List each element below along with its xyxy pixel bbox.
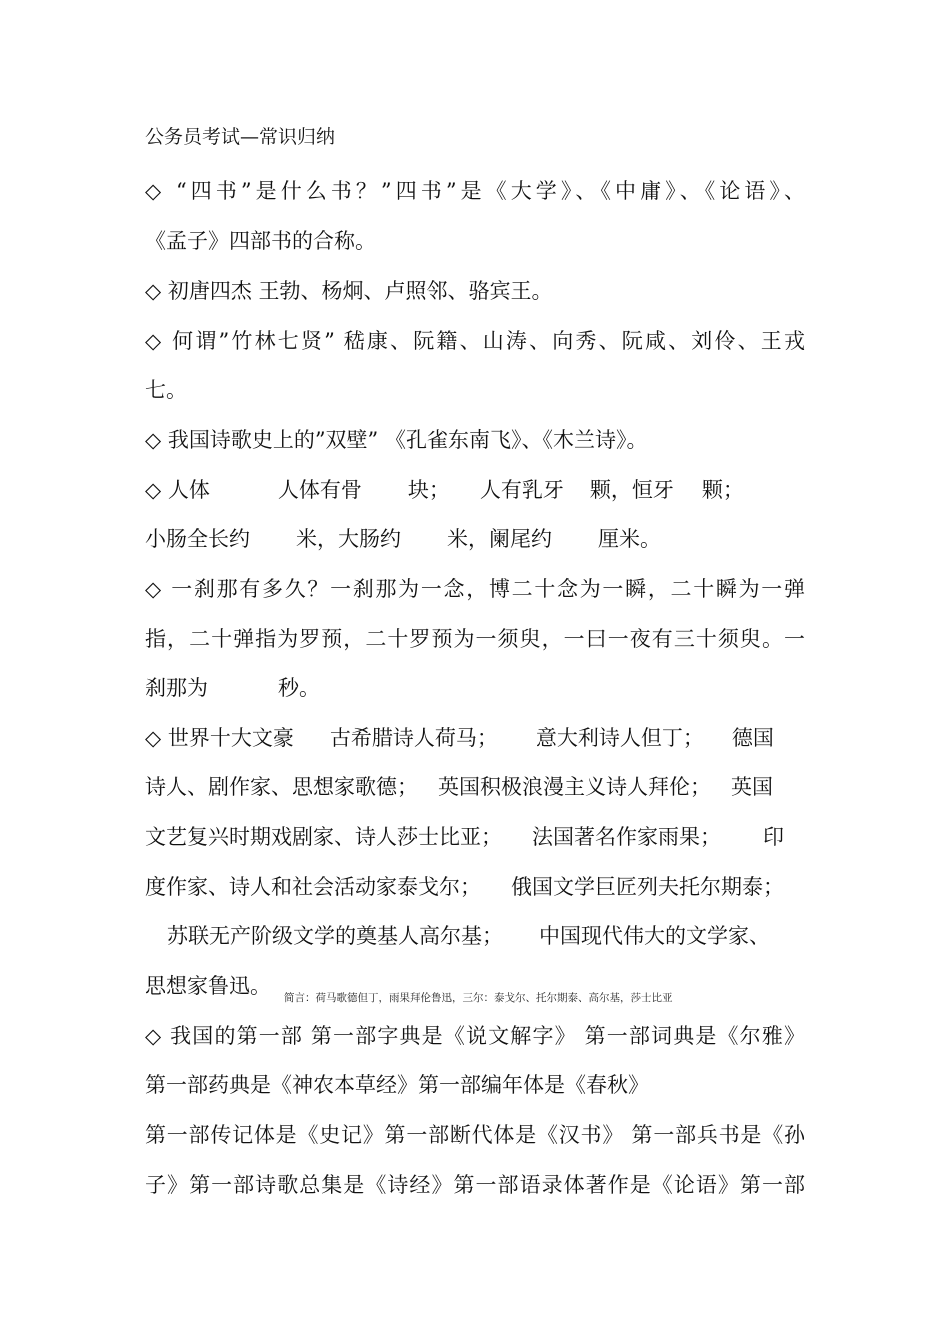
- large-intestine-text: 米，大肠约: [296, 527, 401, 551]
- text-line-17: 思想家鲁迅。: [145, 974, 271, 998]
- text-line-7: [145, 475, 805, 505]
- writers-heading: ◇ 世界十大文豪: [145, 726, 294, 750]
- bones-text: 人体有骨: [277, 478, 362, 502]
- text-line-19: 第一部药典是《神农本草经》第一部编年体是《春秋》: [145, 1073, 649, 1097]
- page-title: 公务员考试—常识归纳: [145, 126, 336, 148]
- text-line-21: 子》第一部诗歌总集是《诗经》第一部语录体著作是《论语》第一部: [145, 1173, 805, 1197]
- writer-hugo: 法国著名作家雨果；: [532, 825, 721, 849]
- bones-unit: 块；: [407, 478, 450, 502]
- text-line-12: [145, 723, 805, 753]
- mnemonic-note: 简言：荷马歌德但丁，雨果拜伦鲁迅，三尔：泰戈尔、托尔期泰、高尔基，莎士比亚: [284, 992, 673, 1004]
- writer-tagore-a: 印: [763, 825, 784, 849]
- appendix-text: 米，阑尾约: [447, 527, 552, 551]
- text-line-20: 第一部传记体是《史记》第一部断代体是《汉书》 第一部兵书是《孙: [145, 1123, 805, 1147]
- text-line-15: [145, 872, 805, 902]
- writer-tolstoy: 俄国文学巨匠列夫托尔期泰；: [511, 875, 784, 899]
- writer-goethe-a: 德国: [731, 726, 774, 750]
- text-line-18: ◇ 我国的第一部 第一部字典是《说文解字》 第一部词典是《尔雅》: [145, 1024, 805, 1048]
- text-line-9: ◇ 一刹那有多久？一刹那为一念，博二十念为一瞬，二十瞬为一弹: [145, 577, 805, 601]
- writer-shakespeare-b: 文艺复兴时期戏剧家、诗人莎士比亚；: [145, 825, 502, 849]
- instant-text: 刹那为: [145, 676, 208, 700]
- writer-tagore-b: 度作家、诗人和社会活动家泰戈尔；: [145, 875, 481, 899]
- text-line-6: ◇ 我国诗歌史上的”双壁” 《孔雀东南飞》、《木兰诗》。: [145, 428, 648, 452]
- text-line-8: [145, 524, 805, 554]
- small-intestine-text: 小肠全长约: [145, 527, 250, 551]
- text-line-16: [145, 921, 805, 951]
- text-line-10: 指，二十弹指为罗预，二十罗预为一须臾，一曰一夜有三十须臾。一: [145, 627, 805, 651]
- text-line-14: [145, 822, 805, 852]
- writer-luxun-a: 中国现代伟大的文学家、: [539, 924, 770, 948]
- milk-teeth-text: 人有乳牙: [479, 478, 564, 502]
- writer-homer: 古希腊诗人荷马；: [329, 726, 498, 750]
- text-line-3: ◇ 初唐四杰 王勃、杨炯、卢照邻、骆宾王。: [145, 279, 553, 303]
- writer-gorky: 苏联无产阶级文学的奠基人高尔基；: [167, 924, 503, 948]
- text-line-13: [145, 772, 805, 802]
- appendix-unit: 厘米。: [598, 527, 661, 551]
- seconds-unit: 秒。: [278, 676, 320, 700]
- writer-byron: 英国积极浪漫主义诗人拜伦；: [438, 775, 711, 799]
- writer-shakespeare-a: 英国: [731, 775, 773, 799]
- text-line-5: 七。: [145, 378, 187, 402]
- writer-dante: 意大利诗人但丁；: [535, 726, 704, 750]
- writer-goethe-b: 诗人、剧作家、思想家歌德；: [145, 775, 418, 799]
- permanent-teeth-text: 颗，恒牙: [589, 478, 674, 502]
- teeth-unit: 颗；: [701, 478, 744, 502]
- text-line-2: 《孟子》四部书的合称。: [145, 229, 376, 253]
- text-line-11: [145, 673, 805, 703]
- text-line-1: ◇ “四书”是什么书？”四书”是《大学》、《中庸》、《论语》、: [145, 179, 805, 203]
- text-line-4: ◇ 何谓”竹林七贤” 嵇康、阮籍、山涛、向秀、阮咸、刘伶、王戎: [145, 329, 805, 353]
- human-body-heading: ◇ 人体: [145, 478, 210, 502]
